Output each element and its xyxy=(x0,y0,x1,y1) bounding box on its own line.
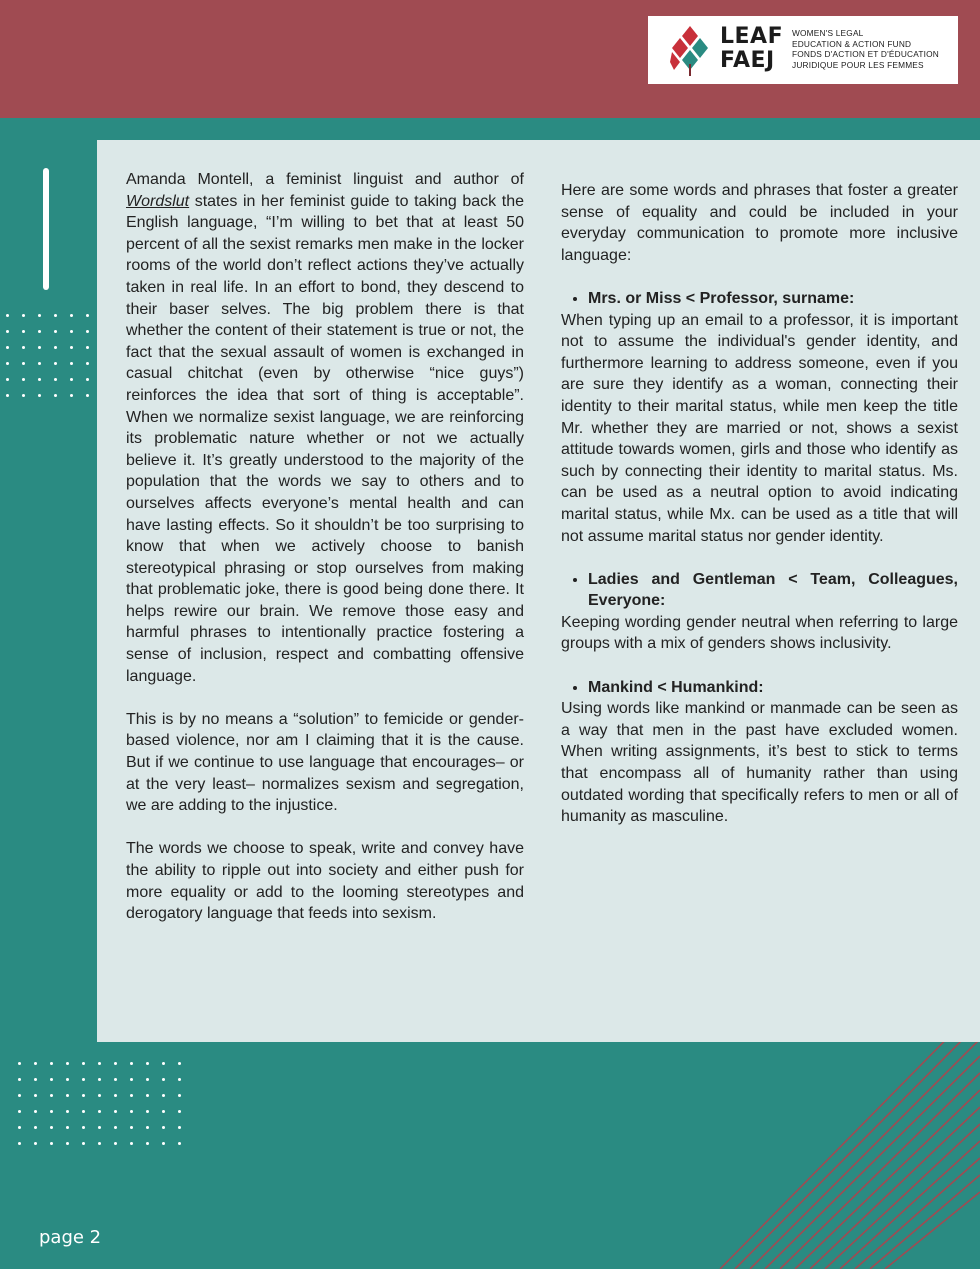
term-heading: • Mrs. or Miss < Professor, surname: xyxy=(588,288,958,310)
decorative-bar xyxy=(43,168,49,290)
left-column xyxy=(126,169,524,946)
paragraph-1-lead: Amanda Montell, a feminist linguist and author of xyxy=(126,171,524,188)
leaf-logo-mark-icon xyxy=(670,26,710,76)
dot-grid-top-decoration xyxy=(0,308,96,398)
dot-grid-bottom-decoration xyxy=(12,1056,188,1156)
logo-sub-en-2: EDUCATION & ACTION FUND xyxy=(792,38,912,49)
page-number: page 2 xyxy=(39,1227,102,1248)
paragraph-2: This is by no means a “solution” to femicide or gender-based violence, nor am I claiming that it is the cause. But if we continue to use language that encourages– or at the very least– normalizes sexism and segregation, we are adding to the injustice. xyxy=(126,710,524,815)
logo-word-leaf: LEAF xyxy=(720,24,784,49)
logo-sub-en-1: WOMEN'S LEGAL xyxy=(792,28,864,38)
right-column xyxy=(561,180,958,849)
paragraph-1 xyxy=(126,169,524,687)
paragraph-3: The words we choose to speak, write and convey have the ability to ripple out into society and either push for more equality or add to the looming stereotypes and derogatory language that feeds into sexism. xyxy=(126,840,524,923)
logo-sub-fr-2: JURIDIQUE POUR LES FEMMES xyxy=(792,59,924,70)
term-list-2 xyxy=(561,569,958,612)
logo-sub-fr-1: FONDS D'ACTION ET D'ÉDUCATION xyxy=(792,49,939,59)
logo-subtitle xyxy=(792,28,952,70)
intro-paragraph: Here are some words and phrases that foster a greater sense of equality and could be included in your everyday communication to promote more inclusive language: xyxy=(561,182,958,264)
leaf-logo xyxy=(648,16,958,84)
term-description: Keeping wording gender neutral when referring to large groups with a mix of genders shows inclusivity. xyxy=(561,613,958,653)
term-heading: • Mankind < Humankind: xyxy=(588,677,958,699)
term-description: When typing up an email to a professor, it is important not to assume the individual's gender identity, and furthermore learning to address someone, even if you are sure they identify as a woman, connecting their identity to their marital status, while men keep the title Mr. whether they are married or not, shows a sexist attitude towards women, girls and those who identify as such by connecting their identity to marital status. Ms. can be used as a neutral option to avoid indicating marital status, while Mx. can be used as a title that will not assume marital status nor gender identity. xyxy=(561,311,958,545)
book-title-wordslut: Wordslut xyxy=(126,192,190,210)
term-heading: • Ladies and Gentleman < Team, Colleagues, Everyone: xyxy=(588,569,958,612)
term-list-1 xyxy=(561,288,958,310)
article-panel xyxy=(97,140,980,1042)
term-description: Using words like mankind or manmade can be seen as a way that men in the past have excluded women. When writing assignments, it’s best to stick to terms that encompass all of humanity rather than using outdated wording that specifically refers to men or all of humanity as masculine. xyxy=(561,700,958,826)
term-list-3 xyxy=(561,677,958,699)
paragraph-1-rest: states in her feminist guide to taking back the English language, “I’m willing to bet that at least 50 percent of all the sexist remarks men make in the locker rooms of the world don’t reflect actions they’ve actually taken in real life. In an effort to bond, they descend to their baser selves. The big problem there is that whether the content of their statement is true or not, the fact that the sexual assault of women is exchanged in casual chitchat (even by otherwise “nice guys”) reinforces the idea that sort of thing is acceptable”. When we normalize sexist language, we are reinforcing its problematic nature whether or not we actually believe it. It’s greatly understood to the majority of the population that the words we say to others and to ourselves affects everyone’s mental health and can have lasting effects. So it shouldn’t be too surprising to know that when we actively choose to banish stereotypical phrasing or stop ourselves from making that problematic joke, there is good being done there. It helps rewire our brain. We remove those easy and harmful phrases to intentionally practice fostering a sense of inclusion, respect and combatting offensive language. xyxy=(126,192,524,685)
logo-wordmark xyxy=(720,25,786,73)
logo-word-faej: FAEJ xyxy=(720,48,775,73)
